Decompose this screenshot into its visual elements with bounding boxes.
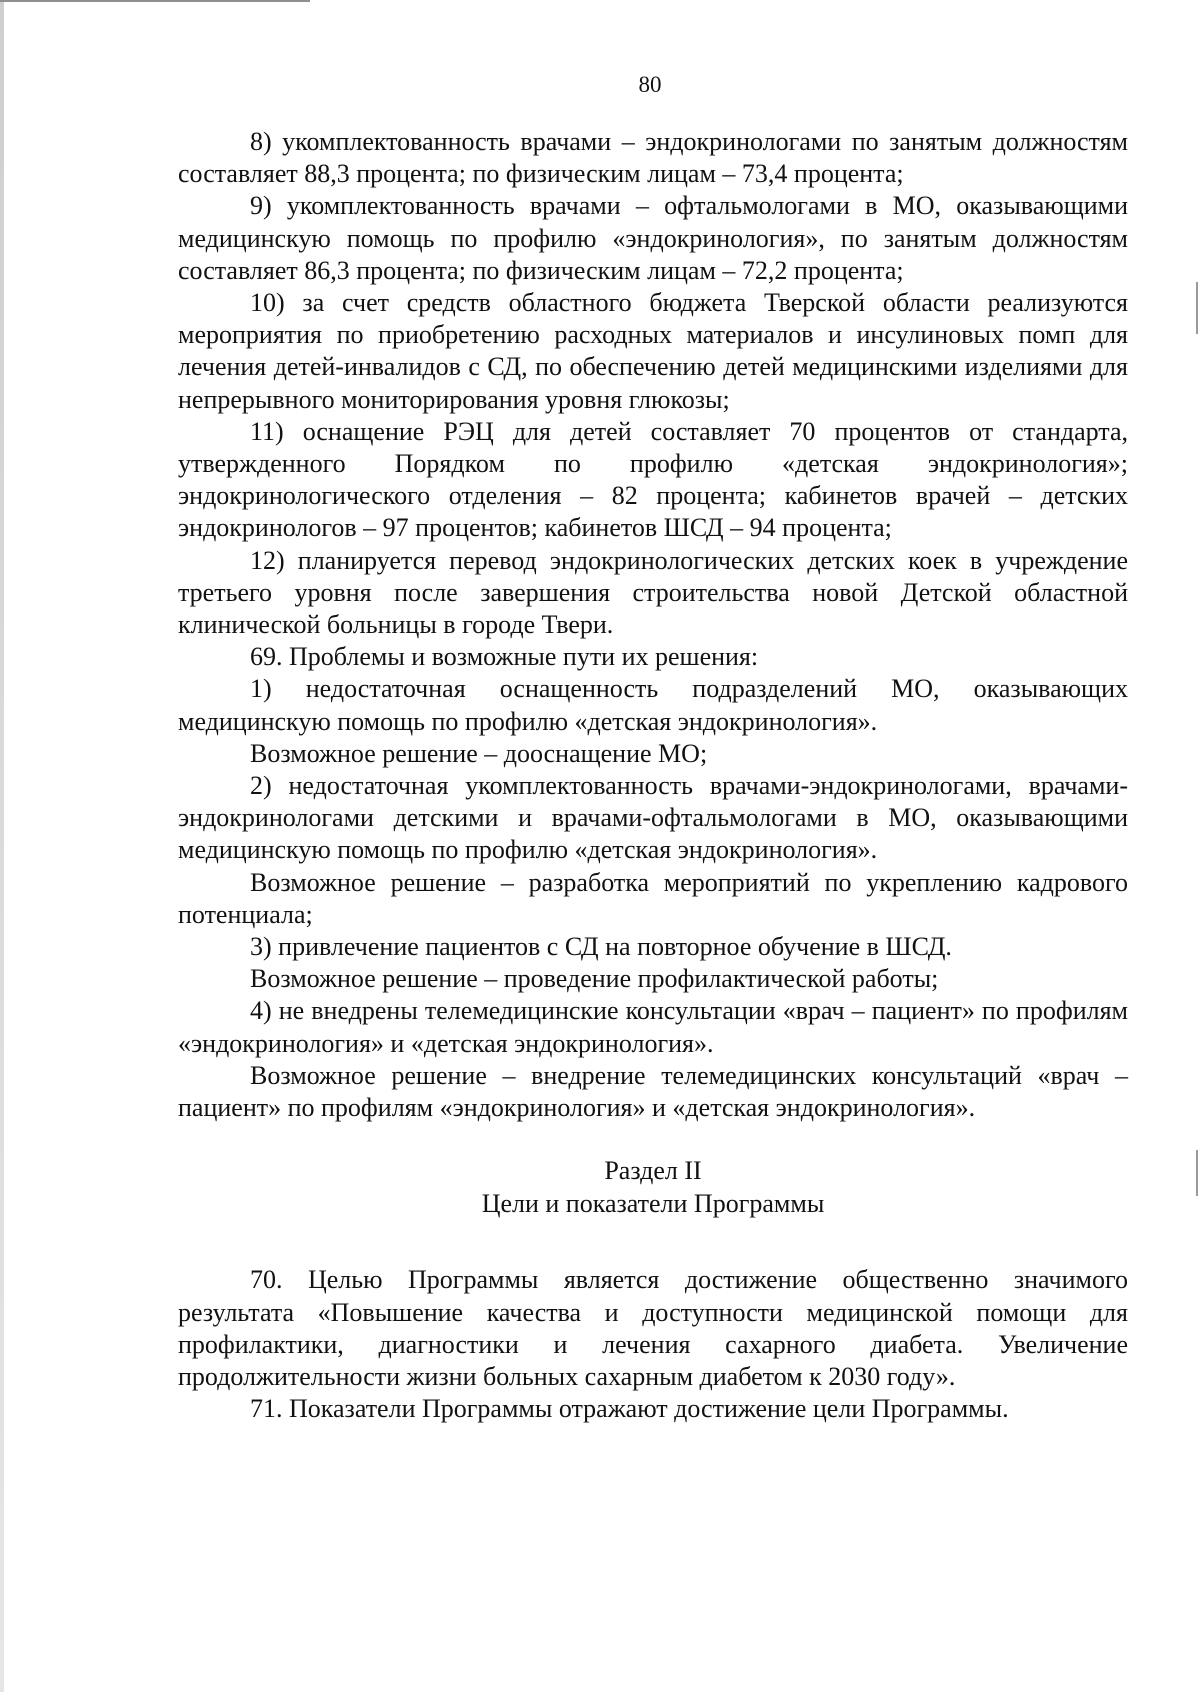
page-number: 80 [638, 72, 662, 97]
paragraph-item-11: 11) оснащение РЭЦ для детей составляет 70 процентов от стандарта, утвержденного Порядком по профилю «детская эндокринология»; эндокринологического отделения – 82 процента; кабинетов врачей – детских эндокринологов – 97 процентов; кабинетов ШСД – 94 процента; [178, 416, 1128, 543]
paragraph-item-9: 9) укомплектованность врачами – офтальмологами в МО, оказывающими медицинскую помощь по профилю «эндокринология», по занятым должностям составляет 86,3 процента; по физическим лицам – 72,2 процента; [178, 191, 1128, 285]
paragraph-item-12: 12) планируется перевод эндокринологических детских коек в учреждение третьего уровня после завершения строительства новой Детской областной клинической больницы в городе Твери. [178, 545, 1128, 640]
scan-edge-mark [1196, 1150, 1198, 1196]
section-heading [178, 1154, 1128, 1220]
document-body [178, 126, 1128, 1425]
paragraph-item-8: 8) укомплектованность врачами – эндокринологами по занятым должностям составляет 88,3 процента; по физическим лицам – 73,4 процента; [178, 127, 1128, 189]
scan-edge-mark [1196, 282, 1198, 334]
solution-3: Возможное решение – проведение профилактической работы; [250, 964, 939, 994]
paragraph-clause-69: 69. Проблемы и возможные пути их решения: [250, 642, 759, 672]
solution-2: Возможное решение – разработка мероприятий по укреплению кадрового потенциала; [178, 867, 1128, 929]
section-body [178, 1264, 1128, 1425]
problem-2: 2) недостаточная укомплектованность врачами-эндокринологами, врачами-эндокринологами детскими и врачами-офтальмологами в МО, оказывающими медицинскую помощь по профилю «детская эндокринология». [178, 771, 1128, 865]
problem-4: 4) не внедрены телемедицинские консультации «врач – пациент» по профилям «эндокринология» и «детская эндокринология». [178, 996, 1128, 1058]
section-title: Цели и показатели Программы [481, 1189, 825, 1219]
scan-top-rule [0, 0, 310, 2]
solution-4: Возможное решение – внедрение телемедицинских консультаций «врач – пациент» по профилям «эндокринология» и «детская эндокринология». [178, 1060, 1128, 1123]
paragraph-item-10: 10) за счет средств областного бюджета Тверской области реализуются мероприятия по приобретению расходных материалов и инсулиновых помп для лечения детей-инвалидов с СД, по обеспечению детей медицинскими изделиями для непрерывного мониторирования уровня глюкозы; [178, 288, 1128, 414]
paragraph-clause-70: 70. Целью Программы является достижение общественно значимого результата «Повышение качества и доступности медицинской помощи для профилактики, диагностики и лечения сахарного диабета. Увеличение продолжительности жизни больных сахарным диабетом к 2030 году». [178, 1265, 1128, 1391]
solution-1: Возможное решение – дооснащение МО; [250, 738, 708, 768]
problem-1: 1) недостаточная оснащенность подразделений МО, оказывающих медицинскую помощь по профилю «детская эндокринология». [178, 674, 1128, 736]
problem-3: 3) привлечение пациентов с СД на повторное обучение в ШСД. [250, 932, 952, 962]
scan-edge-shadow [0, 0, 4, 1692]
paragraph-clause-71: 71. Показатели Программы отражают достижение цели Программы. [250, 1394, 1009, 1424]
section-label: Раздел II [604, 1156, 702, 1186]
